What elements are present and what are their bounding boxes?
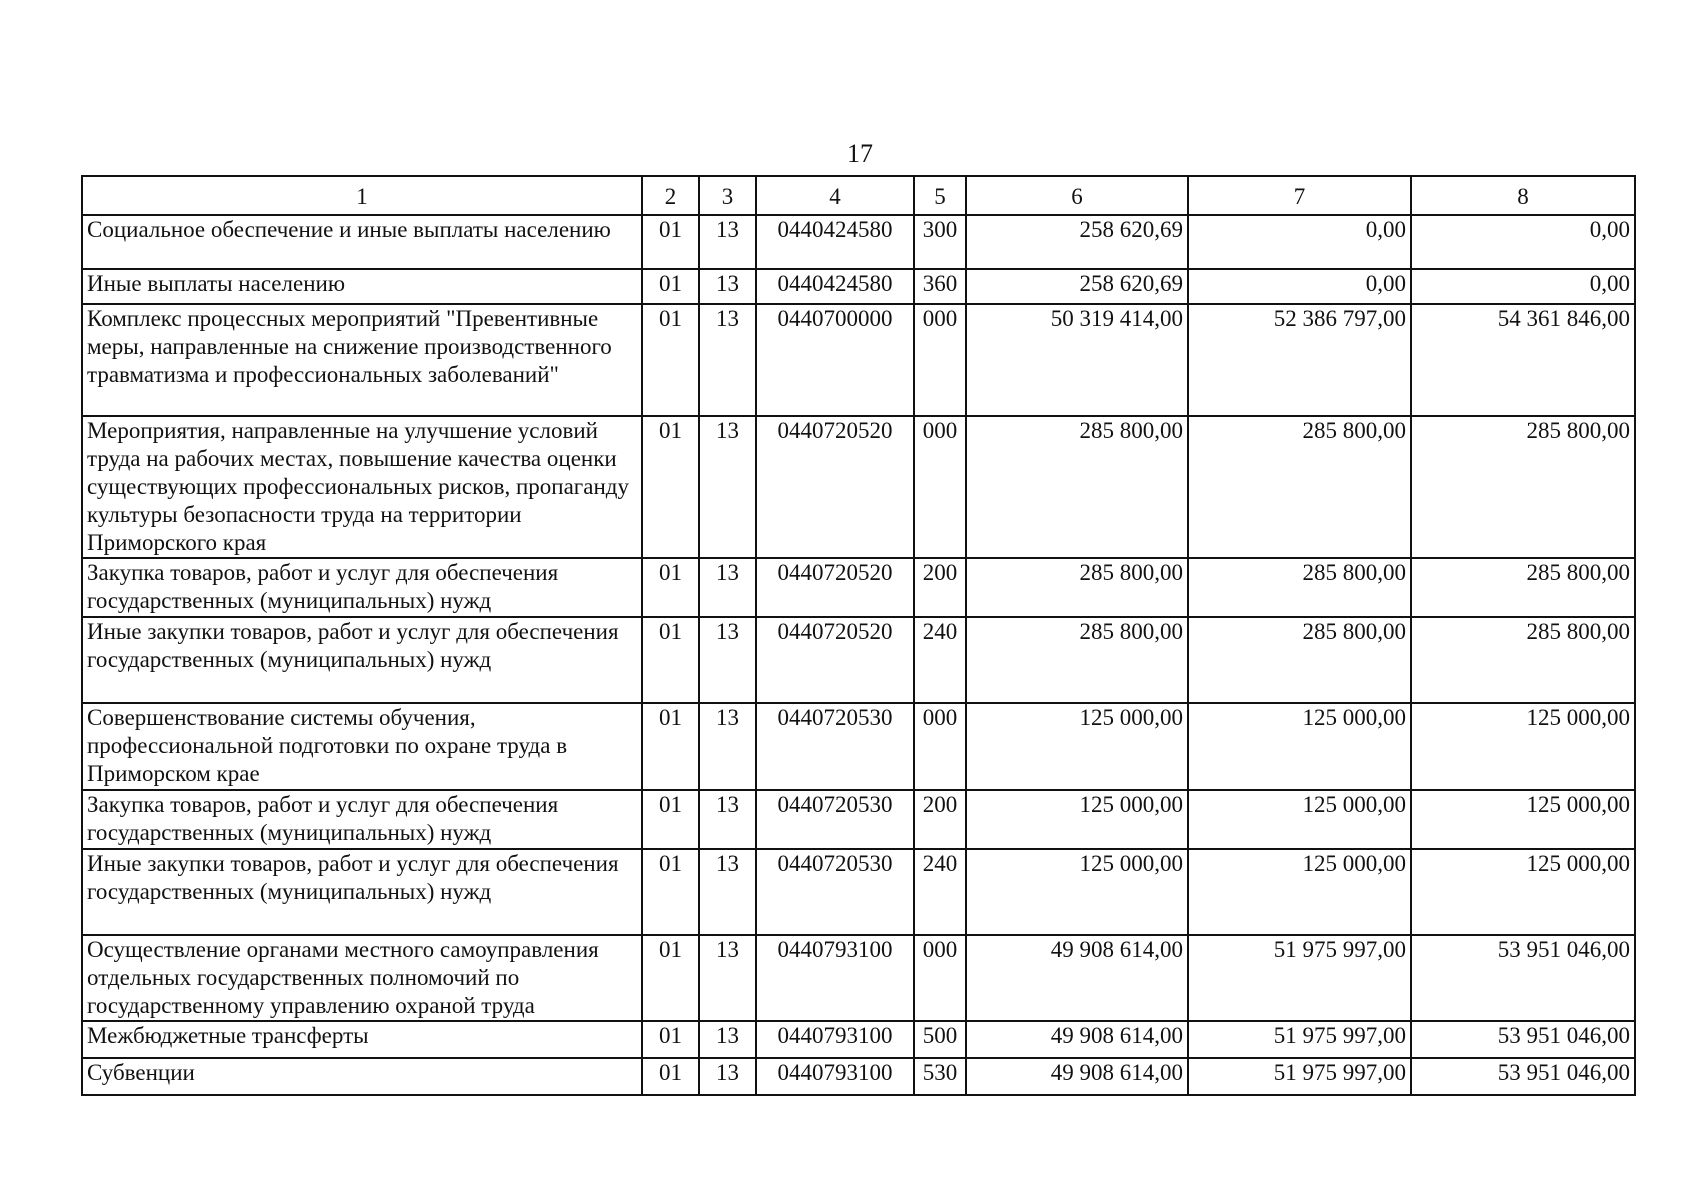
row-amount-7: 125 000,00: [1188, 790, 1411, 849]
row-subsection-code: 13: [699, 617, 756, 703]
row-name: Мероприятия, направленные на улучшение условий труда на рабочих местах, повышение качества оценки существующих профессиональных рисков, пропаганду культуры безопасности труда на территории Приморского края: [82, 416, 642, 558]
row-subsection-code: 13: [699, 935, 756, 1021]
row-section-code: 01: [642, 215, 699, 269]
header-cell-4: 4: [756, 176, 914, 215]
row-subsection-code: 13: [699, 790, 756, 849]
header-cell-6: 6: [966, 176, 1188, 215]
row-name: Закупка товаров, работ и услуг для обеспечения государственных (муниципальных) нужд: [82, 558, 642, 617]
header-row: [82, 176, 1635, 215]
row-amount-7: 51 975 997,00: [1188, 935, 1411, 1021]
row-subsection-code: 13: [699, 1058, 756, 1095]
row-amount-7: 52 386 797,00: [1188, 304, 1411, 416]
row-amount-6: 125 000,00: [966, 703, 1188, 790]
row-target-code: 0440793100: [756, 1021, 914, 1058]
row-amount-8: 285 800,00: [1411, 416, 1635, 558]
row-target-code: 0440424580: [756, 215, 914, 269]
row-target-code: 0440720530: [756, 703, 914, 790]
row-target-code: 0440700000: [756, 304, 914, 416]
table-row: [82, 1021, 1635, 1058]
header-cell-1: 1: [82, 176, 642, 215]
row-amount-7: 285 800,00: [1188, 416, 1411, 558]
row-subsection-code: 13: [699, 558, 756, 617]
row-amount-6: 258 620,69: [966, 269, 1188, 304]
row-section-code: 01: [642, 1058, 699, 1095]
row-amount-7: 125 000,00: [1188, 849, 1411, 935]
row-subsection-code: 13: [699, 849, 756, 935]
row-amount-8: 0,00: [1411, 269, 1635, 304]
row-name: Осуществление органами местного самоуправления отдельных государственных полномочий по государственному управлению охраной труда: [82, 935, 642, 1021]
row-amount-6: 125 000,00: [966, 849, 1188, 935]
row-name: Закупка товаров, работ и услуг для обеспечения государственных (муниципальных) нужд: [82, 790, 642, 849]
row-expense-type: 200: [914, 790, 966, 849]
row-name: Межбюджетные трансферты: [82, 1021, 642, 1058]
table-row: [82, 703, 1635, 790]
table-header: [82, 176, 1635, 215]
row-section-code: 01: [642, 269, 699, 304]
row-section-code: 01: [642, 703, 699, 790]
row-expense-type: 300: [914, 215, 966, 269]
row-section-code: 01: [642, 1021, 699, 1058]
header-cell-3: 3: [699, 176, 756, 215]
row-target-code: 0440720520: [756, 558, 914, 617]
row-subsection-code: 13: [699, 416, 756, 558]
row-amount-6: 285 800,00: [966, 416, 1188, 558]
table-row: [82, 790, 1635, 849]
row-section-code: 01: [642, 790, 699, 849]
row-subsection-code: 13: [699, 1021, 756, 1058]
row-section-code: 01: [642, 849, 699, 935]
table-row: [82, 416, 1635, 558]
row-expense-type: 000: [914, 935, 966, 1021]
table-row: [82, 617, 1635, 703]
row-amount-6: 285 800,00: [966, 558, 1188, 617]
row-name: Иные выплаты населению: [82, 269, 642, 304]
row-target-code: 0440720520: [756, 416, 914, 558]
row-section-code: 01: [642, 304, 699, 416]
table-body: [82, 215, 1635, 1095]
row-name: Социальное обеспечение и иные выплаты населению: [82, 215, 642, 269]
row-target-code: 0440720530: [756, 849, 914, 935]
row-target-code: 0440720520: [756, 617, 914, 703]
row-amount-6: 258 620,69: [966, 215, 1188, 269]
row-amount-8: 125 000,00: [1411, 703, 1635, 790]
row-amount-7: 0,00: [1188, 215, 1411, 269]
row-section-code: 01: [642, 558, 699, 617]
row-expense-type: 240: [914, 849, 966, 935]
row-amount-6: 49 908 614,00: [966, 935, 1188, 1021]
row-expense-type: 530: [914, 1058, 966, 1095]
row-amount-8: 53 951 046,00: [1411, 1058, 1635, 1095]
row-target-code: 0440793100: [756, 1058, 914, 1095]
row-amount-8: 53 951 046,00: [1411, 935, 1635, 1021]
table-row: [82, 304, 1635, 416]
row-amount-6: 49 908 614,00: [966, 1058, 1188, 1095]
row-target-code: 0440424580: [756, 269, 914, 304]
row-section-code: 01: [642, 935, 699, 1021]
row-amount-8: 285 800,00: [1411, 617, 1635, 703]
row-name: Иные закупки товаров, работ и услуг для обеспечения государственных (муниципальных) нужд: [82, 617, 642, 703]
row-amount-8: 0,00: [1411, 215, 1635, 269]
row-target-code: 0440720530: [756, 790, 914, 849]
row-name: Комплекс процессных мероприятий "Превентивные меры, направленные на снижение производственного травматизма и профессиональных заболеваний": [82, 304, 642, 416]
row-amount-6: 50 319 414,00: [966, 304, 1188, 416]
row-name: Совершенствование системы обучения, профессиональной подготовки по охране труда в Приморском крае: [82, 703, 642, 790]
page-number: 17: [847, 139, 873, 168]
row-amount-7: 285 800,00: [1188, 617, 1411, 703]
row-section-code: 01: [642, 617, 699, 703]
row-subsection-code: 13: [699, 215, 756, 269]
row-amount-6: 285 800,00: [966, 617, 1188, 703]
row-expense-type: 200: [914, 558, 966, 617]
row-section-code: 01: [642, 416, 699, 558]
row-name: Иные закупки товаров, работ и услуг для обеспечения государственных (муниципальных) нужд: [82, 849, 642, 935]
table-row: [82, 269, 1635, 304]
row-subsection-code: 13: [699, 703, 756, 790]
header-cell-5: 5: [914, 176, 966, 215]
row-amount-7: 51 975 997,00: [1188, 1021, 1411, 1058]
table-row: [82, 215, 1635, 269]
row-expense-type: 240: [914, 617, 966, 703]
table-row: [82, 935, 1635, 1021]
row-amount-7: 0,00: [1188, 269, 1411, 304]
row-expense-type: 000: [914, 304, 966, 416]
row-expense-type: 000: [914, 703, 966, 790]
header-cell-8: 8: [1411, 176, 1635, 215]
row-amount-7: 125 000,00: [1188, 703, 1411, 790]
row-amount-7: 285 800,00: [1188, 558, 1411, 617]
table-row: [82, 558, 1635, 617]
row-amount-8: 125 000,00: [1411, 790, 1635, 849]
row-amount-8: 54 361 846,00: [1411, 304, 1635, 416]
row-expense-type: 500: [914, 1021, 966, 1058]
header-cell-2: 2: [642, 176, 699, 215]
row-subsection-code: 13: [699, 304, 756, 416]
row-expense-type: 360: [914, 269, 966, 304]
header-cell-7: 7: [1188, 176, 1411, 215]
budget-table: [81, 175, 1636, 1096]
row-amount-8: 125 000,00: [1411, 849, 1635, 935]
row-expense-type: 000: [914, 416, 966, 558]
table-row: [82, 849, 1635, 935]
row-amount-6: 49 908 614,00: [966, 1021, 1188, 1058]
row-amount-7: 51 975 997,00: [1188, 1058, 1411, 1095]
row-amount-8: 285 800,00: [1411, 558, 1635, 617]
table-row: [82, 1058, 1635, 1095]
row-subsection-code: 13: [699, 269, 756, 304]
row-amount-8: 53 951 046,00: [1411, 1021, 1635, 1058]
row-name: Субвенции: [82, 1058, 642, 1095]
row-target-code: 0440793100: [756, 935, 914, 1021]
row-amount-6: 125 000,00: [966, 790, 1188, 849]
